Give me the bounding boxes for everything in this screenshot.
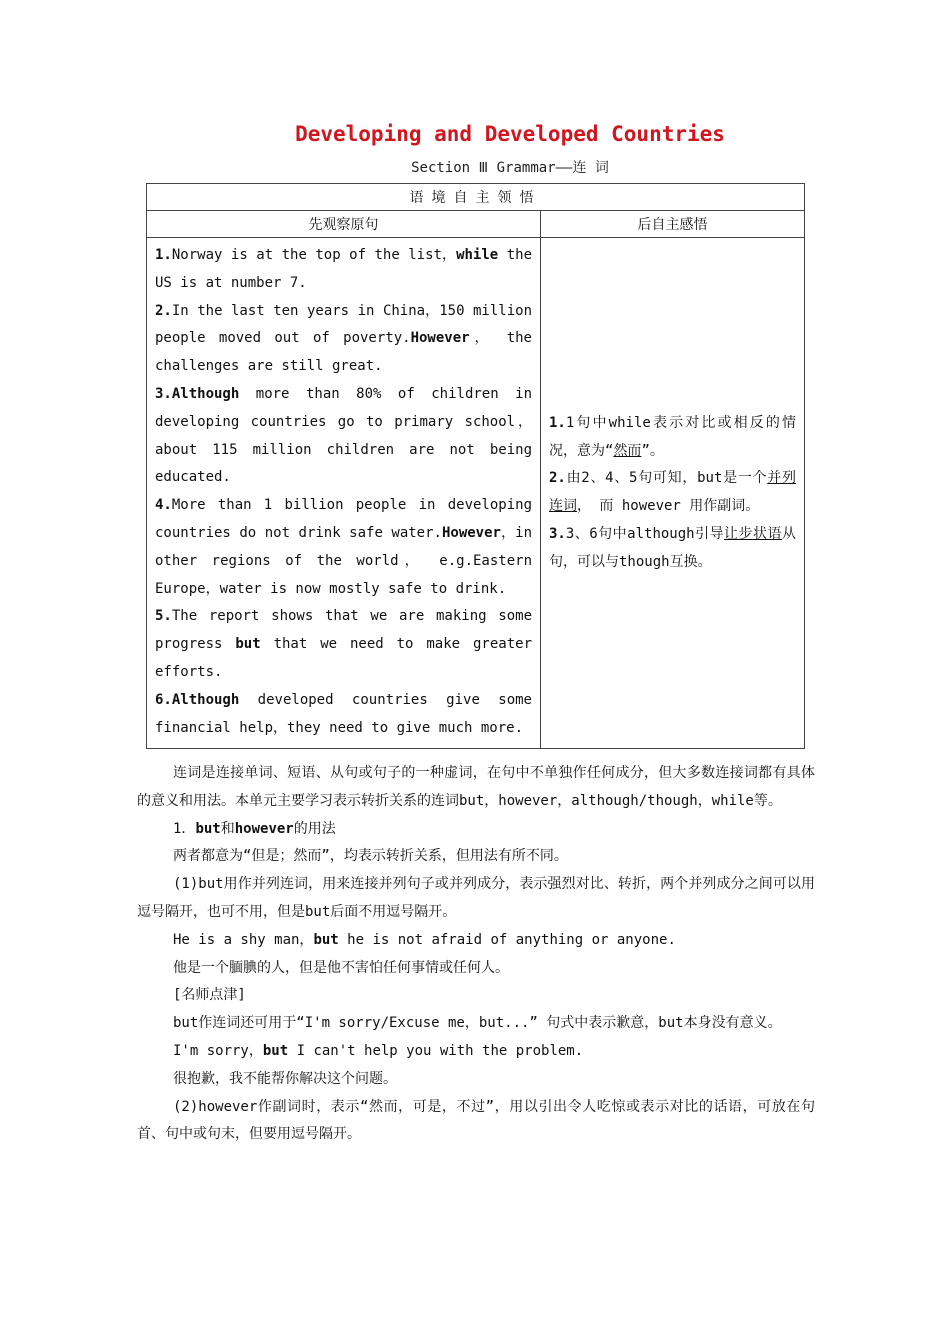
reflection-notes-cell: [541, 238, 805, 749]
example-sentence: He is a shy man，but he is not afraid of anything or anyone.: [173, 931, 676, 948]
grammar-table: [146, 183, 805, 749]
intro-paragraph: 连词是连接单词、短语、从句或句子的一种虚词，在句中不单独作任何成分，但大多数连接词都有具体的意义和用法。本单元主要学习表示转折关系的连词but，however，although/though，while等。: [137, 765, 815, 809]
col-header-reflect: 后自主感悟: [541, 211, 805, 238]
grammar-explanation: [137, 760, 815, 1149]
answer-blank: 让步状语: [724, 525, 782, 542]
example-sentence: 2.In the last ten years in China，150 million people moved out of poverty.However， the challenges are still great.: [155, 302, 532, 375]
section-subtitle: Section Ⅲ Grammar——连 词: [411, 160, 609, 176]
answer-blank: 然而: [613, 442, 642, 459]
document-title: Developing and Developed Countries: [295, 122, 725, 146]
example-sentences-cell: [147, 238, 541, 749]
reflection-note: 2.由2、4、5句可知，but是一个并列连词， 而 however 用作副词。: [549, 470, 797, 515]
example-translation: 很抱歉，我不能帮你解决这个问题。: [173, 1070, 397, 1087]
reflection-note: 3.3、6句中although引导让步状语从句，可以与though互换。: [549, 525, 796, 570]
paragraph: (1)but用作并列连词，用来连接并列句子或并列成分，表示强烈对比、转折，两个并列成分之间可以用逗号隔开，也可不用，但是but后面不用逗号隔开。: [137, 876, 815, 920]
example-sentence: I'm sorry，but I can't help you with the problem.: [173, 1042, 584, 1059]
example-sentence: 1.Norway is at the top of the list，while the US is at number 7.: [155, 247, 533, 291]
col-header-observe: 先观察原句: [147, 211, 541, 238]
answer-blank: 并列连词: [549, 470, 797, 515]
example-sentence: 6.Although developed countries give some financial help，they need to give much more.: [155, 691, 532, 736]
section-heading: 1．but和however的用法: [173, 820, 336, 837]
example-sentence: 3.Although more than 80% of children in developing countries go to primary school， about 115 million children are not being educated.: [155, 385, 532, 486]
example-translation: 他是一个腼腆的人，但是他不害怕任何事情或任何人。: [173, 959, 509, 976]
tip-label: [名师点津]: [173, 987, 246, 1004]
example-sentence: 4.More than 1 billion people in developing countries do not drink safe water.However，in other regions of the world， e.g.Eastern Europe，water is now mostly safe to drink.: [155, 497, 532, 597]
table-header: 语境自主领悟: [147, 184, 805, 211]
example-sentence: 5.The report shows that we are making some progress but that we need to make greater efforts.: [155, 608, 533, 680]
paragraph: but作连词还可用于“I'm sorry/Excuse me，but...” 句式中表示歉意，but本身没有意义。: [173, 1015, 782, 1032]
paragraph: 两者都意为“但是；然而”，均表示转折关系，但用法有所不同。: [173, 848, 568, 865]
reflection-note: 1.1句中while表示对比或相反的情况，意为“然而”。: [549, 414, 796, 459]
paragraph: (2)however作副词时，表示“然而，可是，不过”，用以引出令人吃惊或表示对比的话语，可放在句首、句中或句末，但要用逗号隔开。: [137, 1098, 815, 1143]
